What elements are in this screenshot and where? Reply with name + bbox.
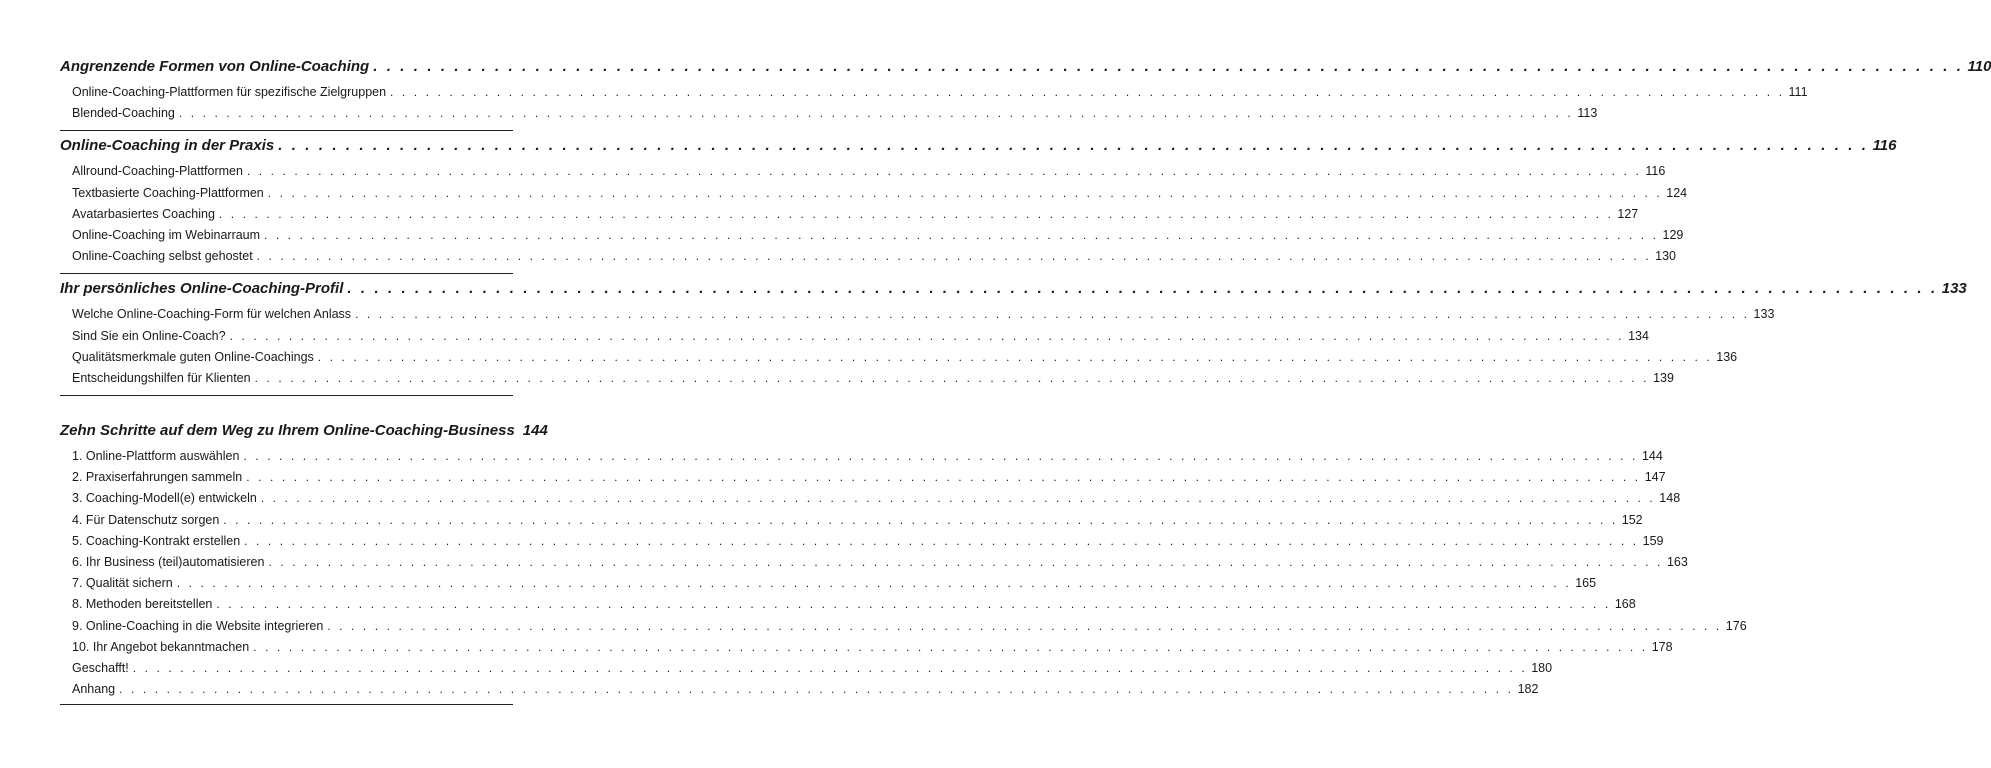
- chapter-title: Online-Coaching in der Praxis: [60, 137, 275, 155]
- dot-leader: [264, 225, 1658, 246]
- entry-page-number: 168: [1614, 597, 1636, 612]
- entry-page-number: 152: [1621, 512, 1643, 527]
- entry-title: Online-Coaching im Webinarraum: [72, 227, 261, 242]
- entry-page-number: 180: [1531, 660, 1553, 675]
- dot-leader: [255, 368, 1649, 389]
- toc-section-3: [60, 274, 1967, 396]
- dot-leader: [268, 183, 1662, 204]
- toc-entry[interactable]: [60, 204, 1639, 225]
- entry-title: 4. Für Datenschutz sorgen: [72, 512, 220, 527]
- dot-leader: [268, 552, 1662, 573]
- toc-entry[interactable]: [60, 637, 1673, 658]
- entry-title: 8. Methoden bereitstellen: [72, 597, 213, 612]
- toc-entry[interactable]: [60, 488, 1681, 509]
- dot-leader: [327, 616, 1721, 637]
- toc-entry[interactable]: [60, 467, 1666, 488]
- toc-section-1: [60, 52, 1991, 131]
- entry-title: Online-Coaching selbst gehostet: [72, 249, 253, 264]
- toc-entry[interactable]: [60, 446, 1663, 467]
- dot-leader: [247, 161, 1641, 182]
- toc-chapter-heading[interactable]: [60, 416, 548, 446]
- dot-leader: [347, 274, 1937, 304]
- entry-page-number: 165: [1575, 576, 1597, 591]
- entry-page-number: 111: [1788, 85, 1808, 99]
- entry-page-number: 178: [1651, 639, 1673, 654]
- dot-leader: [390, 82, 1784, 103]
- entry-title: 2. Praxiserfahrungen sammeln: [72, 470, 243, 485]
- toc-entry[interactable]: [60, 347, 1738, 368]
- toc-entry[interactable]: [60, 225, 1684, 246]
- entry-page-number: 133: [1753, 307, 1775, 322]
- entry-page-number: 139: [1653, 370, 1674, 385]
- toc-entry[interactable]: [60, 552, 1688, 573]
- entry-title: Anhang: [72, 682, 116, 697]
- toc-chapter-heading[interactable]: [60, 131, 1897, 161]
- dot-leader: [179, 103, 1573, 124]
- dot-leader: [278, 131, 1868, 161]
- entry-page-number: 182: [1517, 682, 1539, 697]
- toc-entry[interactable]: [60, 246, 1677, 267]
- entry-title: 6. Ihr Business (teil)automatisieren: [72, 555, 265, 569]
- entry-page-number: 129: [1662, 227, 1684, 242]
- entry-title: Qualitätsmerkmale guten Online-Coachings: [72, 349, 314, 364]
- entry-title: Avatarbasiertes Coaching: [72, 206, 215, 221]
- chapter-page-number: 116: [1872, 137, 1897, 155]
- entry-page-number: 124: [1666, 185, 1688, 200]
- dot-leader: [373, 52, 1963, 82]
- entry-page-number: 163: [1666, 555, 1688, 569]
- toc-chapter-heading[interactable]: [60, 274, 1967, 304]
- toc-entry[interactable]: [60, 183, 1688, 204]
- dot-leader: [216, 594, 1610, 615]
- dot-leader: [257, 246, 1651, 267]
- toc-entry[interactable]: [60, 82, 1808, 103]
- entry-page-number: 144: [1641, 449, 1663, 464]
- dot-leader: [355, 304, 1749, 325]
- dot-leader: [223, 510, 1617, 531]
- toc-chapter-heading[interactable]: [60, 52, 1991, 82]
- dot-leader: [219, 204, 1613, 225]
- toc-entry[interactable]: [60, 326, 1649, 347]
- entry-page-number: 134: [1628, 328, 1649, 343]
- toc-entry[interactable]: [60, 304, 1775, 325]
- toc-entry[interactable]: [60, 103, 1598, 124]
- dot-leader: [244, 531, 1638, 552]
- chapter-page-number: 133: [1941, 280, 1967, 298]
- entry-page-number: 148: [1659, 491, 1681, 506]
- entry-page-number: 113: [1577, 106, 1598, 121]
- dot-leader: [318, 347, 1712, 368]
- entry-title: 7. Qualität sichern: [72, 576, 173, 591]
- toc-section-2: [60, 131, 1897, 274]
- toc-entry[interactable]: [60, 510, 1643, 531]
- entry-page-number: 136: [1716, 349, 1738, 364]
- entry-title: 5. Coaching-Kontrakt erstellen: [72, 533, 241, 548]
- chapter-title: Angrenzende Formen von Online-Coaching: [60, 58, 370, 75]
- entry-title: Blended-Coaching: [72, 106, 175, 121]
- toc-entry[interactable]: [60, 531, 1664, 552]
- entry-title: Sind Sie ein Online-Coach?: [72, 328, 226, 343]
- entry-title: 9. Online-Coaching in die Website integrieren: [72, 618, 324, 633]
- toc-entry[interactable]: [60, 594, 1636, 615]
- entry-title: 1. Online-Plattform auswählen: [72, 449, 240, 464]
- entry-title: Welche Online-Coaching-Form für welchen Anlass: [72, 307, 352, 322]
- dot-leader: [230, 326, 1624, 347]
- toc-entry[interactable]: [60, 161, 1666, 182]
- table-of-contents: [60, 52, 1991, 705]
- toc-entry[interactable]: [60, 616, 1747, 637]
- dot-leader: [243, 446, 1637, 467]
- chapter-page-number: 110: [1967, 58, 1991, 75]
- dot-leader: [177, 573, 1571, 594]
- entry-page-number: 159: [1642, 533, 1664, 548]
- section-spacer: [60, 396, 513, 416]
- dot-leader: [133, 658, 1527, 679]
- entry-title: Textbasierte Coaching-Plattformen: [72, 185, 264, 200]
- entry-title: 3. Coaching-Modell(e) entwickeln: [72, 491, 257, 506]
- chapter-title: Ihr persönliches Online-Coaching-Profil: [60, 280, 344, 298]
- entry-page-number: 116: [1645, 164, 1666, 179]
- entry-page-number: 147: [1644, 470, 1666, 485]
- toc-entry[interactable]: [60, 658, 1553, 679]
- dot-leader: [253, 637, 1647, 658]
- dot-leader: [246, 467, 1640, 488]
- toc-entry[interactable]: [60, 679, 1539, 700]
- chapter-title: Zehn Schritte auf dem Weg zu Ihrem Online-Coaching-Business: [60, 422, 515, 440]
- chapter-page-number: 144: [522, 422, 548, 440]
- toc-entry[interactable]: [60, 573, 1597, 594]
- entry-title: Online-Coaching-Plattformen für spezifische Zielgruppen: [72, 85, 387, 99]
- entry-title: 10. Ihr Angebot bekanntmachen: [72, 639, 250, 654]
- dot-leader: [119, 679, 1513, 700]
- entry-title: Allround-Coaching-Plattformen: [72, 164, 243, 179]
- dot-leader: [261, 488, 1655, 509]
- toc-entry[interactable]: [60, 368, 1674, 389]
- entry-title: Geschafft!: [72, 660, 129, 675]
- entry-page-number: 176: [1725, 618, 1747, 633]
- toc-section-4: [60, 416, 1747, 705]
- entry-page-number: 130: [1655, 249, 1677, 264]
- entry-page-number: 127: [1617, 206, 1639, 221]
- entry-title: Entscheidungshilfen für Klienten: [72, 370, 251, 385]
